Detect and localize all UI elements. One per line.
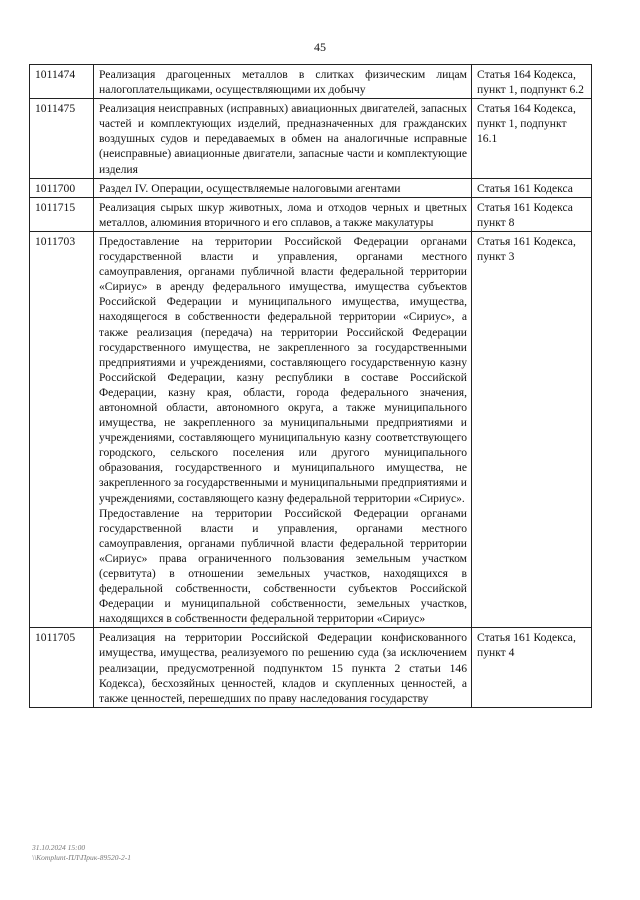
operation-description [94,99,472,178]
code-reference: Статья 161 Кодекса пункт 8 [472,197,592,231]
tax-operations-table [29,64,592,708]
operation-description [94,231,472,627]
table-row [30,197,592,231]
operation-code: 1011715 [30,197,94,231]
page-number: 45 [314,40,326,54]
description-paragraph: Реализация на территории Российской Федерации конфискованного имущества, имущества, реализуемого по решению суда (за исключением реализации, предусмотренной подпунктом 15 пункта 2 статьи 146 Кодекса), бесхозяйных ценностей, кладов и скупленных ценностей, а также ценностей, перешедших по праву наследования государству [99,631,467,705]
code-reference: Статья 164 Кодекса, пункт 1, подпункт 6.2 [472,65,592,99]
code-reference: Статья 161 Кодекса [472,178,592,197]
description-paragraph: Предоставление на территории Российской Федерации органами государственной власти и управления, органами местного самоуправления, органами публичной власти федеральной территории «Сириус» в аренду федерального имущества, имущества субъектов Российской Федерации и муниципального имущества, имущества, находящегося в собственности федеральной территории «Сириус», а также реализация (передача) на территории Российской Федерации государственного имущества, не закрепленного за государственными предприятиями и учреждениями, составляющего государственную казну Российской Федерации, казну республики в составе Российской Федерации, казну края, области, города федерального значения, автономной области, автономного округа, а также муниципального имущества, не закрепленного за муниципальными предприятиями и учреждениями, составляющего муниципальную казну соответствующего городского, сельского поселения или другого муниципального образования, государственного и муниципального имущества, не закрепленного за государственными и муниципальными предприятиями и учреждениями, составляющего казну федеральной территории «Сириус». [99,234,467,505]
description-paragraph: Раздел IV. Операции, осуществляемые налоговыми агентами [99,181,401,195]
description-paragraph: Реализация сырых шкур животных, лома и отходов черных и цветных металлов, алюминия вторичного и его сплавов, а также макулатуры [99,200,467,229]
operation-description [94,628,472,707]
table-row [30,231,592,627]
document-footer [32,843,131,863]
description-paragraph: Реализация драгоценных металлов в слитках физическим лицам налогоплательщиками, осуществляющими их добычу [99,68,467,97]
operation-code: 1011474 [30,65,94,99]
table-row [30,178,592,197]
code-reference: Статья 164 Кодекса, пункт 1, подпункт 16.1 [472,99,592,178]
operation-code: 1011475 [30,99,94,178]
description-paragraph: Предоставление на территории Российской Федерации органами государственной власти и управления, органами местного самоуправления, органами публичной власти федеральной территории «Сириус» права ограниченного пользования земельным участком (сервитута) в отношении земельных участков, находящихся в федеральной собственности, собственности субъектов Российской Федерации и муниципальной собственности, земельных участков, находящихся в собственности федеральной территории «Сириус» [99,506,467,626]
table-row [30,99,592,178]
section-heading [94,178,472,197]
operation-code: 1011703 [30,231,94,627]
footer-timestamp: 31.10.2024 15:00 [32,843,86,852]
table-row [30,628,592,707]
operation-code: 1011705 [30,628,94,707]
operation-description [94,197,472,231]
operation-code: 1011700 [30,178,94,197]
footer-file-path: \\Komplunt-ПЛ\Прик-89520-2-1 [32,853,131,862]
code-reference: Статья 161 Кодекса, пункт 3 [472,231,592,627]
operation-description [94,65,472,99]
description-paragraph: Реализация неисправных (исправных) авиационных двигателей, запасных частей и комплектующих изделий, предназначенных для гражданских воздушных судов и передаваемых в обмен на аналогичные исправные (неисправные) авиационные двигатели, запасные части и комплектующие изделия [99,102,467,176]
code-reference: Статья 161 Кодекса, пункт 4 [472,628,592,707]
table-row [30,65,592,99]
